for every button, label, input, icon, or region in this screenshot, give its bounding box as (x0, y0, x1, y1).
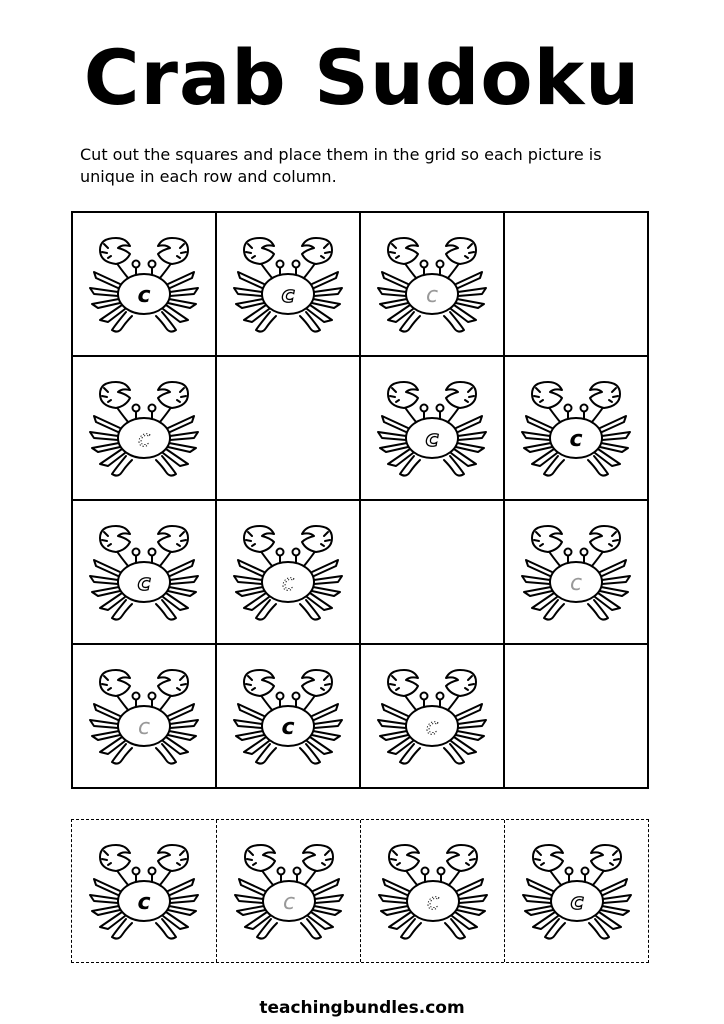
crab-outline-letter-icon (230, 232, 346, 336)
cut-out-piece-1 (72, 820, 216, 962)
crab-letter: c (569, 571, 583, 596)
grid-cell-r3c2 (216, 500, 360, 644)
grid-cell-r4c3 (360, 644, 504, 788)
crab-letter: c (425, 427, 439, 452)
footer-website: teachingbundles.com (259, 998, 465, 1018)
grid-cell-r3c3 (360, 500, 504, 644)
crab-dotted-letter-icon (86, 376, 202, 480)
crab-letter: c (425, 715, 439, 740)
crab-dotted-letter-icon (375, 839, 491, 943)
grid-cell-r4c2 (216, 644, 360, 788)
crab-letter: c (137, 427, 151, 452)
grid-cell-r1c1 (72, 212, 216, 356)
grid-cell-r4c1 (72, 644, 216, 788)
crab-letter: c (425, 283, 439, 308)
crab-letter: c (281, 283, 295, 308)
crab-gray-letter-icon (518, 520, 634, 624)
crab-outline-letter-icon (374, 376, 490, 480)
crab-dotted-letter-icon (230, 520, 346, 624)
crab-outline-letter-icon (86, 520, 202, 624)
cut-out-piece-3 (360, 820, 504, 962)
cut-out-piece-2 (216, 820, 360, 962)
crab-letter: c (137, 283, 151, 308)
grid-cell-r2c3 (360, 356, 504, 500)
crab-letter: c (281, 571, 295, 596)
crab-letter: c (569, 890, 584, 915)
crab-letter: c (137, 571, 151, 596)
crab-letter: c (569, 427, 583, 452)
crab-bold-letter-icon (86, 839, 202, 943)
crab-bold-letter-icon (86, 232, 202, 336)
grid-cell-r2c4 (504, 356, 648, 500)
grid-cell-r1c4 (504, 212, 648, 356)
grid-cell-r1c3 (360, 212, 504, 356)
crab-bold-letter-icon (518, 376, 634, 480)
crab-letter: c (281, 715, 295, 740)
cut-out-piece-4 (504, 820, 648, 962)
crab-gray-letter-icon (231, 839, 347, 943)
grid-cell-r2c1 (72, 356, 216, 500)
page-title: Crab Sudoku (83, 33, 641, 122)
crab-outline-letter-icon (519, 839, 635, 943)
crab-letter: c (137, 890, 151, 915)
instructions-text: Cut out the squares and place them in the grid so each picture is unique in each row and column. (80, 145, 602, 186)
crab-gray-letter-icon (374, 232, 490, 336)
grid-cell-r2c2 (216, 356, 360, 500)
crab-dotted-letter-icon (374, 664, 490, 768)
crab-letter: c (426, 890, 439, 915)
grid-cell-r3c4 (504, 500, 648, 644)
sudoku-grid (71, 211, 649, 789)
crab-bold-letter-icon (230, 664, 346, 768)
grid-cell-r4c4 (504, 644, 648, 788)
crab-letter: c (282, 890, 295, 915)
grid-cell-r1c2 (216, 212, 360, 356)
grid-cell-r3c1 (72, 500, 216, 644)
crab-letter: c (137, 715, 151, 740)
crab-gray-letter-icon (86, 664, 202, 768)
cut-out-pieces-strip (71, 819, 649, 963)
